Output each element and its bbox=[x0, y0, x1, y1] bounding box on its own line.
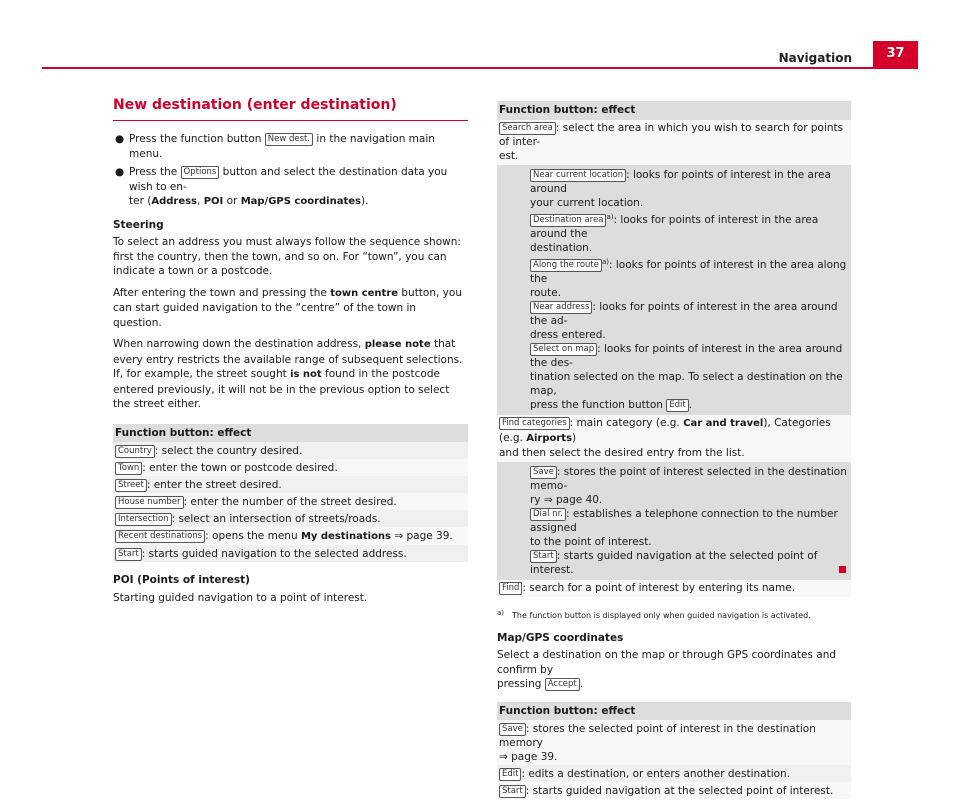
save-button-label: Save bbox=[499, 723, 526, 736]
start-button-label: Start bbox=[115, 548, 142, 561]
running-header-title: Navigation bbox=[778, 51, 852, 65]
near-current-location-button-label: Near current location bbox=[530, 169, 626, 182]
house-number-button-label: House number bbox=[115, 496, 184, 509]
bullet-line-2: ter (Address, POI or Map/GPS coordinates). bbox=[129, 195, 369, 207]
instruction-bullet-2 bbox=[113, 165, 468, 210]
narrowing-paragraph: When narrowing down the destination address, please note that every entry restricts the available range of subsequent selections. If, for example, the street sought is not found in the postcode entered previously, it will not be in the previous option to select the street either. bbox=[113, 338, 463, 410]
table-row: Near current location : looks for points of interest in the area around your current location. Destination area $^{a)}$: looks for points of interest in the area around the destination. Along the route $^{a)}$: looks for points of interest in the area along the route. Near address : looks for points of interest in the area around the ad- dress entered. Select on map : looks for points of interest in the area around the des- tination selected on the map. To select a destination on the map, press the function button Edit . bbox=[497, 165, 851, 415]
bullet-text: Press the bbox=[129, 166, 181, 178]
near-address-button-label: Near address bbox=[530, 301, 592, 314]
poi-heading: POI (Points of interest) bbox=[113, 574, 250, 586]
map-gps-paragraph: Select a destination on the map or through GPS coordinates and confirm by pressing Accept . bbox=[497, 649, 837, 690]
table-header: Function button: effect bbox=[497, 101, 851, 120]
steering-paragraph: To select an address you must always follow the sequence shown: first the country, then the town, and so on. For “town”, you can indicate a town or a postcode. bbox=[113, 236, 461, 277]
edit-button-label: Edit bbox=[666, 399, 688, 412]
start-button-label: Start bbox=[530, 550, 557, 563]
steering-heading: Steering bbox=[113, 218, 164, 231]
poi-function-table bbox=[497, 101, 851, 597]
header-divider bbox=[42, 67, 918, 69]
country-button-label: Country bbox=[115, 445, 155, 458]
table-header: Function button: effect bbox=[113, 424, 468, 443]
town-centre-paragraph: After entering the town and pressing the town centre button, you can start guided navigation to the “centre” of the town in question. bbox=[113, 286, 462, 329]
table-row: Start : starts guided navigation to the selected address. bbox=[113, 545, 468, 562]
find-categories-button-label: Find categories bbox=[499, 417, 570, 430]
table-row: House number : enter the number of the street desired. bbox=[113, 493, 468, 510]
table-row: Edit : edits a destination, or enters another destination. bbox=[497, 765, 851, 782]
right-column bbox=[497, 101, 851, 810]
select-on-map-button-label: Select on map bbox=[530, 343, 597, 356]
start-button-label: Start bbox=[499, 785, 526, 798]
table-header: Function button: effect bbox=[497, 702, 851, 721]
poi-paragraph: Starting guided navigation to a point of interest. bbox=[113, 591, 368, 604]
bullet-dot: ● bbox=[115, 133, 125, 145]
edit-button-label: Edit bbox=[499, 768, 521, 781]
bullet-dot: ● bbox=[115, 166, 125, 178]
map-gps-heading: Map/GPS coordinates bbox=[497, 631, 624, 644]
table-row: Search area : select the area in which you wish to search for points of inter- est. bbox=[497, 120, 851, 165]
intersection-button-label: Intersection bbox=[115, 513, 172, 526]
table-row: Start : starts guided navigation at the selected point of interest. bbox=[497, 782, 851, 799]
along-the-route-button-label: Along the route bbox=[530, 259, 602, 272]
table-row: Street : enter the street desired. bbox=[113, 476, 468, 493]
save-button-label: Save bbox=[530, 466, 557, 479]
section-end-marker bbox=[839, 566, 846, 573]
instruction-bullet-1 bbox=[113, 132, 468, 161]
find-button-label: Find bbox=[499, 582, 522, 595]
dial-nr-button-label: Dial nr. bbox=[530, 508, 566, 521]
address-function-table bbox=[113, 424, 468, 563]
table-row: Country : select the country desired. bbox=[113, 442, 468, 459]
town-button-label: Town bbox=[115, 462, 142, 475]
left-column bbox=[113, 96, 468, 612]
section-title: New destination (enter destination) bbox=[113, 96, 468, 121]
accept-button-label: Accept bbox=[545, 678, 580, 691]
options-button-label: Options bbox=[181, 166, 220, 179]
table-row: Find categories : main category (e.g. Car and travel), Categories (e.g. Airports) and then select the desired entry from the list. bbox=[497, 415, 851, 462]
map-function-table bbox=[497, 702, 851, 800]
recent-destinations-button-label: Recent destinations bbox=[115, 530, 205, 543]
footnote: $^{a)}$ The function button is displayed only when guided navigation is activated. bbox=[497, 608, 811, 620]
street-button-label: Street bbox=[115, 479, 147, 492]
bullet-text: button and select the destination data you wish to en- bbox=[129, 166, 448, 193]
table-row: Town : enter the town or postcode desired. bbox=[113, 459, 468, 476]
table-row: Save : stores the point of interest selected in the destination memo- ry ⇒ page 40. Dial nr. : establishes a telephone connection to the number assigned to the point of interest. Start : starts guided navigation at the selected point of interest. bbox=[497, 462, 851, 580]
table-row: Find : search for a point of interest by entering its name. bbox=[497, 580, 851, 597]
table-row: Save : stores the selected point of interest in the destination memory ⇒ page 39. bbox=[497, 720, 851, 765]
new-dest-button-label: New dest. bbox=[265, 133, 313, 146]
bullet-text: in the navigation main menu. bbox=[129, 133, 435, 160]
table-row: Recent destinations : opens the menu My destinations ⇒ page 39. bbox=[113, 527, 468, 545]
bullet-text: Press the function button bbox=[129, 133, 265, 145]
table-row: Intersection : select an intersection of streets/roads. bbox=[113, 510, 468, 527]
destination-area-button-label: Destination area bbox=[530, 214, 606, 227]
page-number-badge: 37 bbox=[873, 41, 918, 67]
search-area-button-label: Search area bbox=[499, 122, 556, 135]
